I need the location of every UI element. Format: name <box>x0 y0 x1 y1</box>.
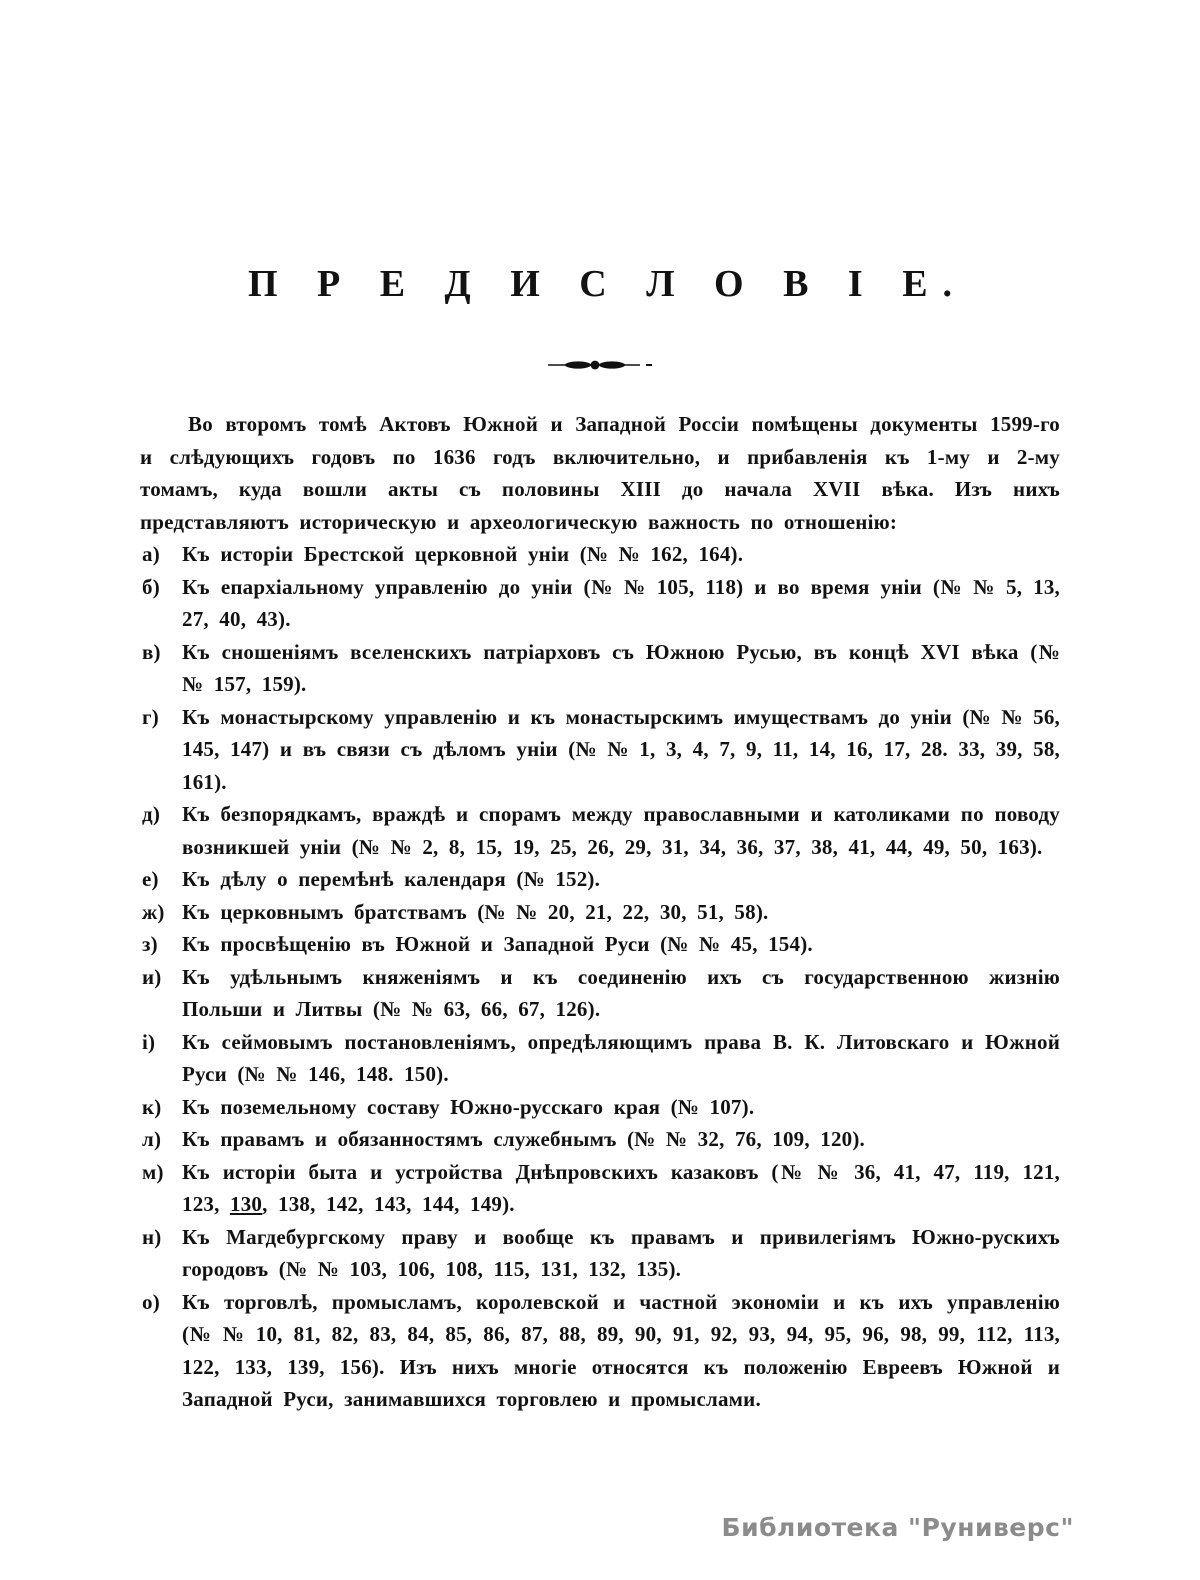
item-text: Къ исторіи Брестской церковной уніи (№ № 162, 164). <box>182 542 744 566</box>
list-item-l <box>140 1123 1060 1156</box>
item-text: Къ церковнымъ братствамъ (№ № 20, 21, 22, 30, 51, 58). <box>182 899 769 924</box>
list-item-k <box>140 1091 1060 1124</box>
intro-paragraph: Во второмъ томѣ Актовъ Южной и Западной Россіи помѣщены документы 1599-го и слѣдующихъ годовъ по 1636 годъ включительно, и прибавленія къ 1-му и 2-му томамъ, куда вошли акты съ половины XIII до начала XVII вѣка. Изъ нихъ представляютъ историческую и археологическую важность по отношенію: <box>140 412 1060 534</box>
divider-ornament-icon <box>548 358 652 372</box>
list-item-n <box>140 1221 1060 1286</box>
page-title: П Р Е Д И С Л О В І Е. <box>247 263 968 305</box>
item-label: з) <box>142 932 158 956</box>
list-item-g <box>140 701 1060 799</box>
item-label: и) <box>142 964 162 989</box>
item-label: л) <box>142 1127 162 1151</box>
item-text: Къ сеймовымъ постановленіямъ, опредѣляющимъ права В. К. Литовскаго и Южной Руси (№ № 146, 148. 150). <box>182 1029 1060 1086</box>
item-label: н) <box>142 1224 162 1249</box>
list-item-zh <box>140 896 1060 929</box>
divider-ornament <box>0 358 1200 377</box>
item-text: Къ правамъ и обязанностямъ служебнымъ (№ № 32, 76, 109, 120). <box>182 1127 866 1151</box>
list-item-b <box>140 571 1060 636</box>
item-text: Къ просвѣщенію въ Южной и Западной Руси (№ № 45, 154). <box>182 932 813 956</box>
item-label: б) <box>142 574 160 599</box>
preface-text <box>140 408 1060 1416</box>
item-text: Къ поземельному составу Южно-русскаго края (№ 107). <box>182 1094 755 1119</box>
item-text <box>182 1160 1060 1217</box>
item-label: м) <box>142 1159 164 1184</box>
item-text: Къ монастырскому управленію и къ монастырскимъ имуществамъ до уніи (№ № 56, 145, 147) и въ связи съ дѣломъ уніи (№ № 1, 3, 4, 7, 9, 11, 14, 16, 17, 28. 33, 39, 58, 161). <box>182 704 1060 794</box>
item-text: Къ Магдебургскому праву и вообще къ правамъ и привилегіямъ Южно-рускихъ городовъ (№ № 103, 106, 108, 115, 131, 132, 135). <box>182 1224 1060 1281</box>
item-text: Къ безпорядкамъ, враждѣ и спорамъ между православными и католиками по поводу возникшей уніи (№ № 2, 8, 15, 19, 25, 26, 29, 31, 34, 36, 37, 38, 41, 44, 49, 50, 163). <box>182 802 1060 859</box>
item-label: д) <box>142 802 161 826</box>
item-text: Къ удѣльнымъ княженіямъ и къ соединенію ихъ съ государственною жизнію Польши и Литвы (№ № 63, 66, 67, 126). <box>182 964 1060 1021</box>
item-label: е) <box>142 867 159 891</box>
underlined-number: 130 <box>230 1192 263 1216</box>
list-item-o <box>140 1286 1060 1416</box>
list-item-a <box>140 538 1060 571</box>
item-label: о) <box>142 1289 160 1314</box>
list-item-i-decimal <box>140 1026 1060 1091</box>
item-label: а) <box>142 542 160 566</box>
item-label: к) <box>142 1094 162 1119</box>
item-label: і) <box>142 1029 156 1054</box>
list-item-z <box>140 928 1060 961</box>
library-watermark: Библиотека "Руниверс" <box>721 1513 1074 1542</box>
list-item-e <box>140 863 1060 896</box>
item-text: Къ сношеніямъ вселенскихъ патріарховъ съ Южною Русью, въ концѣ XVI вѣка (№ № 157, 159). <box>182 639 1060 696</box>
list-item-v <box>140 636 1060 701</box>
item-label: ж) <box>142 899 165 924</box>
list-item-d <box>140 798 1060 863</box>
item-text-pre: Къ исторіи быта и устройства Днѣпровскихъ казаковъ (№ № 36, 41, 47, 119, 121, 123, <box>182 1159 1060 1216</box>
item-text: Къ торговлѣ, промысламъ, королевской и частной экономіи и къ ихъ управленію (№ № 10, 81, 82, 83, 84, 85, 86, 87, 88, 89, 90, 91, 92, 93, 94, 95, 96, 98, 99, 112, 113, 122, 133, 139, 156). Изъ нихъ многіе относятся къ положенію Евреевъ Южной и Западной Руси, занимавшихся торговлею и промыслами. <box>182 1289 1060 1411</box>
list-item-m <box>140 1156 1060 1221</box>
item-text-post: , 138, 142, 143, 144, 149). <box>262 1192 515 1216</box>
list-item-i <box>140 961 1060 1026</box>
item-text: Къ епархіальному управленію до уніи (№ № 105, 118) и во время уніи (№ № 5, 13, 27, 40, 43). <box>182 574 1060 631</box>
item-label: г) <box>142 704 159 729</box>
item-text: Къ дѣлу о перемѣнѣ календаря (№ 152). <box>182 867 601 891</box>
item-label: в) <box>142 639 161 664</box>
